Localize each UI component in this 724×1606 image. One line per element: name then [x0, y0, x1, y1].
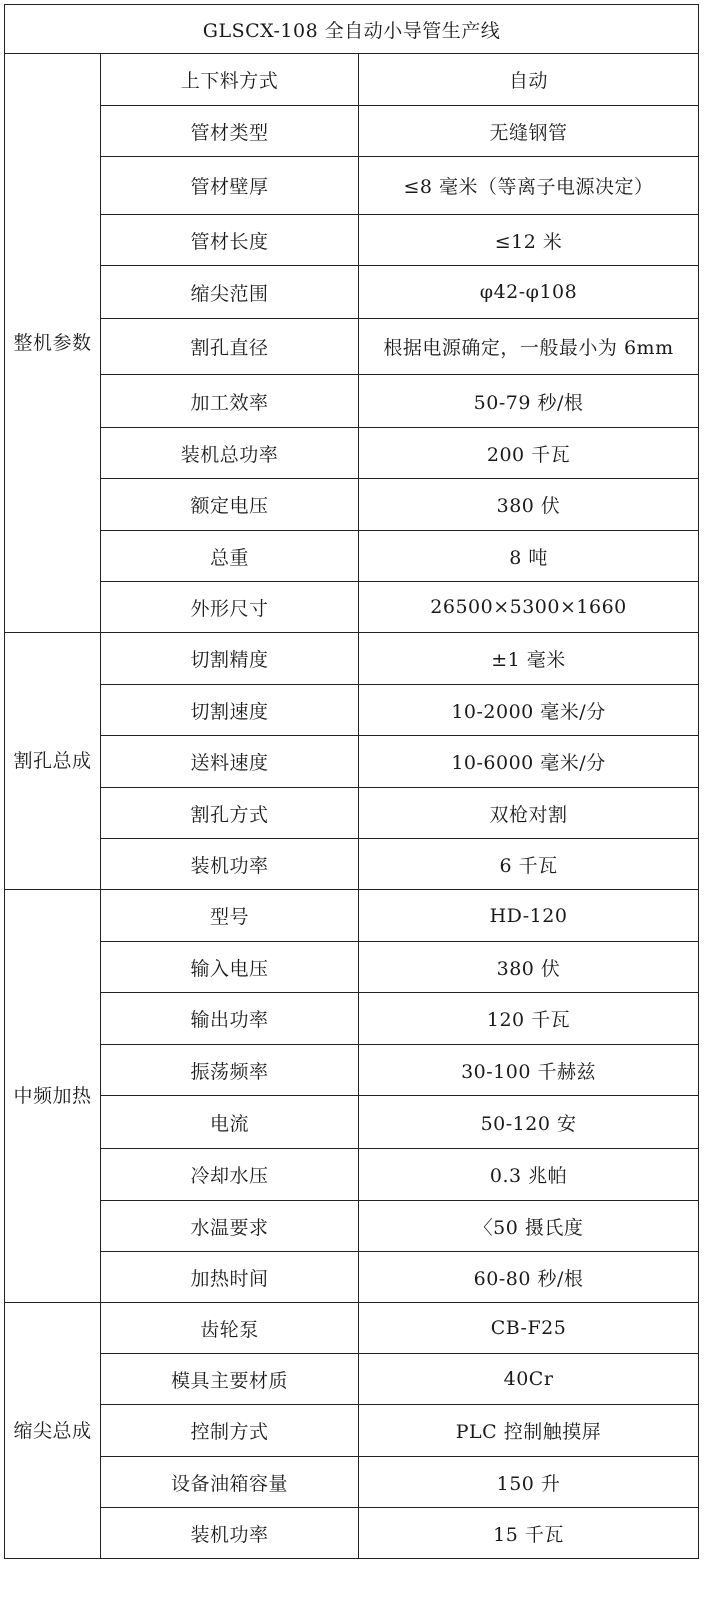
parameter-name: 管材类型 — [101, 106, 359, 157]
table-row — [5, 1045, 699, 1096]
parameter-name: 加工效率 — [101, 375, 359, 428]
parameter-value: 8 吨 — [359, 531, 699, 582]
group-label: 缩尖总成 — [13, 1419, 92, 1442]
table-row — [5, 1252, 699, 1303]
parameter-name: 外形尺寸 — [101, 582, 359, 633]
parameter-value: 10-2000 毫米/分 — [359, 685, 699, 736]
parameter-name: 输入电压 — [101, 942, 359, 993]
group-label: 整机参数 — [13, 332, 92, 354]
parameter-value: 根据电源确定，一般最小为 6mm — [359, 319, 699, 375]
parameter-name: 管材长度 — [101, 215, 359, 266]
parameter-value: 60-80 秒/根 — [359, 1252, 699, 1303]
parameter-name: 装机功率 — [101, 1508, 359, 1559]
parameter-value: 50-79 秒/根 — [359, 375, 699, 428]
parameter-name: 齿轮泵 — [101, 1303, 359, 1354]
table-row — [5, 633, 699, 685]
table-row — [5, 1405, 699, 1457]
parameter-value: ≤8 毫米（等离子电源决定） — [359, 157, 699, 215]
table-row — [5, 993, 699, 1045]
table-row — [5, 736, 699, 788]
table-row — [5, 582, 699, 633]
parameter-value: 26500×5300×1660 — [359, 582, 699, 633]
parameter-value: 150 升 — [359, 1457, 699, 1508]
parameter-value: 380 伏 — [359, 479, 699, 531]
group-label: 割孔总成 — [13, 750, 92, 772]
parameter-name: 切割速度 — [101, 685, 359, 736]
parameter-name: 输出功率 — [101, 993, 359, 1045]
table-row — [5, 942, 699, 993]
table-title: GLSCX-108 全自动小导管生产线 — [5, 5, 699, 54]
parameter-name: 缩尖范围 — [101, 266, 359, 319]
parameter-value: 无缝钢管 — [359, 106, 699, 157]
table-row — [5, 890, 699, 942]
parameter-value: ±1 毫米 — [359, 633, 699, 685]
parameter-value: 6 千瓦 — [359, 839, 699, 890]
parameter-name: 冷却水压 — [101, 1149, 359, 1201]
parameter-value: 380 伏 — [359, 942, 699, 993]
group-label: 中频加热 — [13, 1085, 92, 1107]
parameter-name: 上下料方式 — [101, 54, 359, 106]
table-row — [5, 215, 699, 266]
group-label-cell — [5, 633, 101, 890]
table-row — [5, 531, 699, 582]
table-row — [5, 54, 699, 106]
table-row — [5, 839, 699, 890]
parameter-value: 30-100 千赫兹 — [359, 1045, 699, 1096]
parameter-value: 50-120 安 — [359, 1096, 699, 1149]
group-label-cell — [5, 54, 101, 633]
parameter-name: 水温要求 — [101, 1201, 359, 1252]
parameter-value: φ42-φ108 — [359, 266, 699, 319]
parameter-value: 40Cr — [359, 1354, 699, 1405]
title-row — [5, 5, 699, 54]
parameter-value: 双枪对割 — [359, 788, 699, 839]
parameter-value: 10-6000 毫米/分 — [359, 736, 699, 788]
parameter-value: HD-120 — [359, 890, 699, 942]
parameter-name: 送料速度 — [101, 736, 359, 788]
table-row — [5, 788, 699, 839]
table-row — [5, 428, 699, 479]
table-row — [5, 1149, 699, 1201]
table-row — [5, 1457, 699, 1508]
parameter-name: 装机总功率 — [101, 428, 359, 479]
parameter-name: 模具主要材质 — [101, 1354, 359, 1405]
table-row — [5, 157, 699, 215]
table-row — [5, 266, 699, 319]
parameter-value: 120 千瓦 — [359, 993, 699, 1045]
parameter-value: 〈50 摄氏度 — [359, 1201, 699, 1252]
parameter-name: 设备油箱容量 — [101, 1457, 359, 1508]
spec-table-body — [5, 5, 699, 1559]
table-row — [5, 1303, 699, 1354]
parameter-name: 割孔直径 — [101, 319, 359, 375]
parameter-name: 管材壁厚 — [101, 157, 359, 215]
group-label-cell — [5, 890, 101, 1303]
parameter-name: 电流 — [101, 1096, 359, 1149]
parameter-name: 装机功率 — [101, 839, 359, 890]
table-row — [5, 1201, 699, 1252]
parameter-name: 总重 — [101, 531, 359, 582]
parameter-name: 切割精度 — [101, 633, 359, 685]
parameter-value: 200 千瓦 — [359, 428, 699, 479]
parameter-name: 额定电压 — [101, 479, 359, 531]
parameter-name: 控制方式 — [101, 1405, 359, 1457]
parameter-value: 15 千瓦 — [359, 1508, 699, 1559]
spec-table — [4, 4, 699, 1559]
parameter-value: 0.3 兆帕 — [359, 1149, 699, 1201]
parameter-name: 振荡频率 — [101, 1045, 359, 1096]
table-row — [5, 479, 699, 531]
table-row — [5, 106, 699, 157]
table-row — [5, 1354, 699, 1405]
table-row — [5, 319, 699, 375]
table-row — [5, 1508, 699, 1559]
parameter-name: 割孔方式 — [101, 788, 359, 839]
group-label-cell — [5, 1303, 101, 1559]
parameter-value: PLC 控制触摸屏 — [359, 1405, 699, 1457]
parameter-value: CB-F25 — [359, 1303, 699, 1354]
table-row — [5, 685, 699, 736]
parameter-value: ≤12 米 — [359, 215, 699, 266]
table-row — [5, 375, 699, 428]
parameter-value: 自动 — [359, 54, 699, 106]
parameter-name: 型号 — [101, 890, 359, 942]
parameter-name: 加热时间 — [101, 1252, 359, 1303]
table-row — [5, 1096, 699, 1149]
